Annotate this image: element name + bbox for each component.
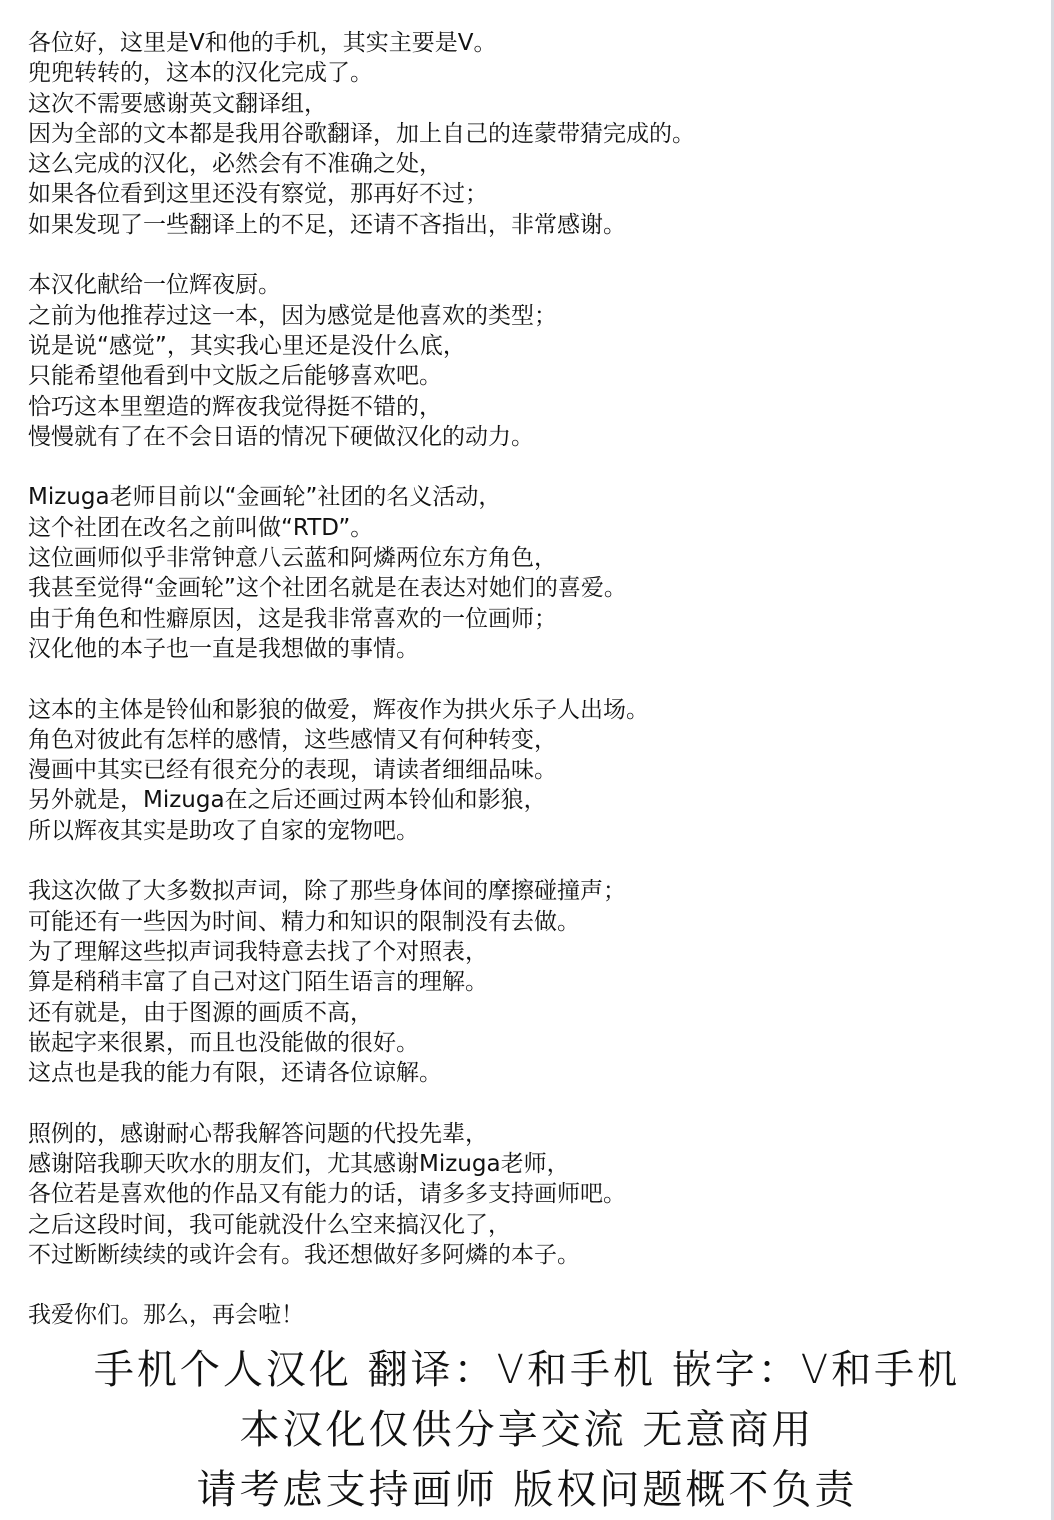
text-line: 不过断断续续的或许会有。我还想做好多阿燐的本子。	[28, 1241, 580, 1268]
text-line: 慢慢就有了在不会日语的情况下硬做汉化的动力。	[28, 423, 534, 450]
text-line: 角色对彼此有怎样的感情，这些感情又有何种转变，	[28, 726, 557, 753]
credits-line-sharing-notice: 本汉化仅供分享交流 无意商用	[239, 1407, 815, 1453]
text-line: 我这次做了大多数拟声词，除了那些身体间的摩擦碰撞声；	[28, 878, 626, 905]
credits-line-staff: 手机个人汉化 翻译：V和手机 嵌字：V和手机	[93, 1347, 961, 1393]
text-line: 这个社团在改名之前叫做“RTD”。	[28, 514, 374, 541]
text-line: 还有就是，由于图源的画质不高，	[28, 999, 373, 1026]
notes-paragraph-dedication	[28, 270, 1028, 452]
credits-block	[0, 1340, 1054, 1520]
text-line: 漫画中其实已经有很充分的表现，请读者细细品味。	[28, 757, 557, 784]
notes-paragraph-farewell	[28, 1300, 1028, 1330]
notes-paragraph-intro	[28, 28, 1028, 240]
text-line: 嵌起字来很累，而且也没能做的很好。	[28, 1029, 419, 1056]
text-line: 这点也是我的能力有限，还请各位谅解。	[28, 1060, 442, 1087]
text-line: 说是说“感觉”，其实我心里还是没什么底，	[28, 332, 466, 359]
notes-paragraph-thanks	[28, 1119, 1028, 1270]
text-line: 这位画师似乎非常钟意八云蓝和阿燐两位东方角色，	[28, 545, 557, 572]
text-line: 所以辉夜其实是助攻了自家的宠物吧。	[28, 817, 419, 844]
text-line: 可能还有一些因为时间、精力和知识的限制没有去做。	[28, 908, 580, 935]
text-line: 恰巧这本里塑造的辉夜我觉得挺不错的，	[28, 393, 442, 420]
text-line: 这本的主体是铃仙和影狼的做爱，辉夜作为拱火乐子人出场。	[28, 696, 649, 723]
text-line: 这么完成的汉化，必然会有不准确之处，	[28, 151, 442, 178]
text-line: Mizuga老师目前以“金画轮”社团的名义活动，	[28, 484, 502, 511]
text-line: 因为全部的文本都是我用谷歌翻译，加上自己的连蒙带猜完成的。	[28, 120, 695, 147]
text-line: 兜兜转转的，这本的汉化完成了。	[28, 60, 373, 87]
text-line: 为了理解这些拟声词我特意去找了个对照表，	[28, 938, 488, 965]
text-line: 这次不需要感谢英文翻译组，	[28, 90, 327, 117]
text-line: 只能希望他看到中文版之后能够喜欢吧。	[28, 363, 442, 390]
text-line: 照例的，感谢耐心帮我解答问题的代投先辈，	[28, 1120, 488, 1147]
text-line: 各位好，这里是V和他的手机，其实主要是V。	[28, 30, 497, 56]
text-line: 我爱你们。那么，再会啦！	[28, 1302, 304, 1329]
text-line: 由于角色和性癖原因，这是我非常喜欢的一位画师；	[28, 605, 557, 632]
text-line: 各位若是喜欢他的作品又有能力的话，请多多支持画师吧。	[28, 1181, 626, 1208]
notes-paragraph-artist	[28, 482, 1028, 664]
text-line: 如果发现了一些翻译上的不足，还请不吝指出，非常感谢。	[28, 211, 626, 238]
text-line: 我甚至觉得“金画轮”这个社团名就是在表达对她们的喜爱。	[28, 575, 627, 602]
notes-paragraph-content	[28, 695, 1028, 846]
credits-line-support-notice: 请考虑支持画师 版权问题概不负责	[196, 1467, 858, 1513]
translator-notes	[28, 28, 1028, 1361]
text-line: 汉化他的本子也一直是我想做的事情。	[28, 635, 419, 662]
text-line: 之前为他推荐过这一本，因为感觉是他喜欢的类型；	[28, 302, 557, 329]
text-line: 本汉化献给一位辉夜厨。	[28, 272, 281, 299]
text-line: 感谢陪我聊天吹水的朋友们，尤其感谢Mizuga老师，	[28, 1150, 570, 1177]
text-line: 算是稍稍丰富了自己对这门陌生语言的理解。	[28, 969, 488, 996]
text-line: 如果各位看到这里还没有察觉，那再好不过；	[28, 181, 488, 208]
notes-paragraph-sfx	[28, 876, 1028, 1088]
text-line: 另外就是，Mizuga在之后还画过两本铃仙和影狼，	[28, 787, 547, 814]
text-line: 之后这段时间，我可能就没什么空来搞汉化了，	[28, 1211, 511, 1238]
